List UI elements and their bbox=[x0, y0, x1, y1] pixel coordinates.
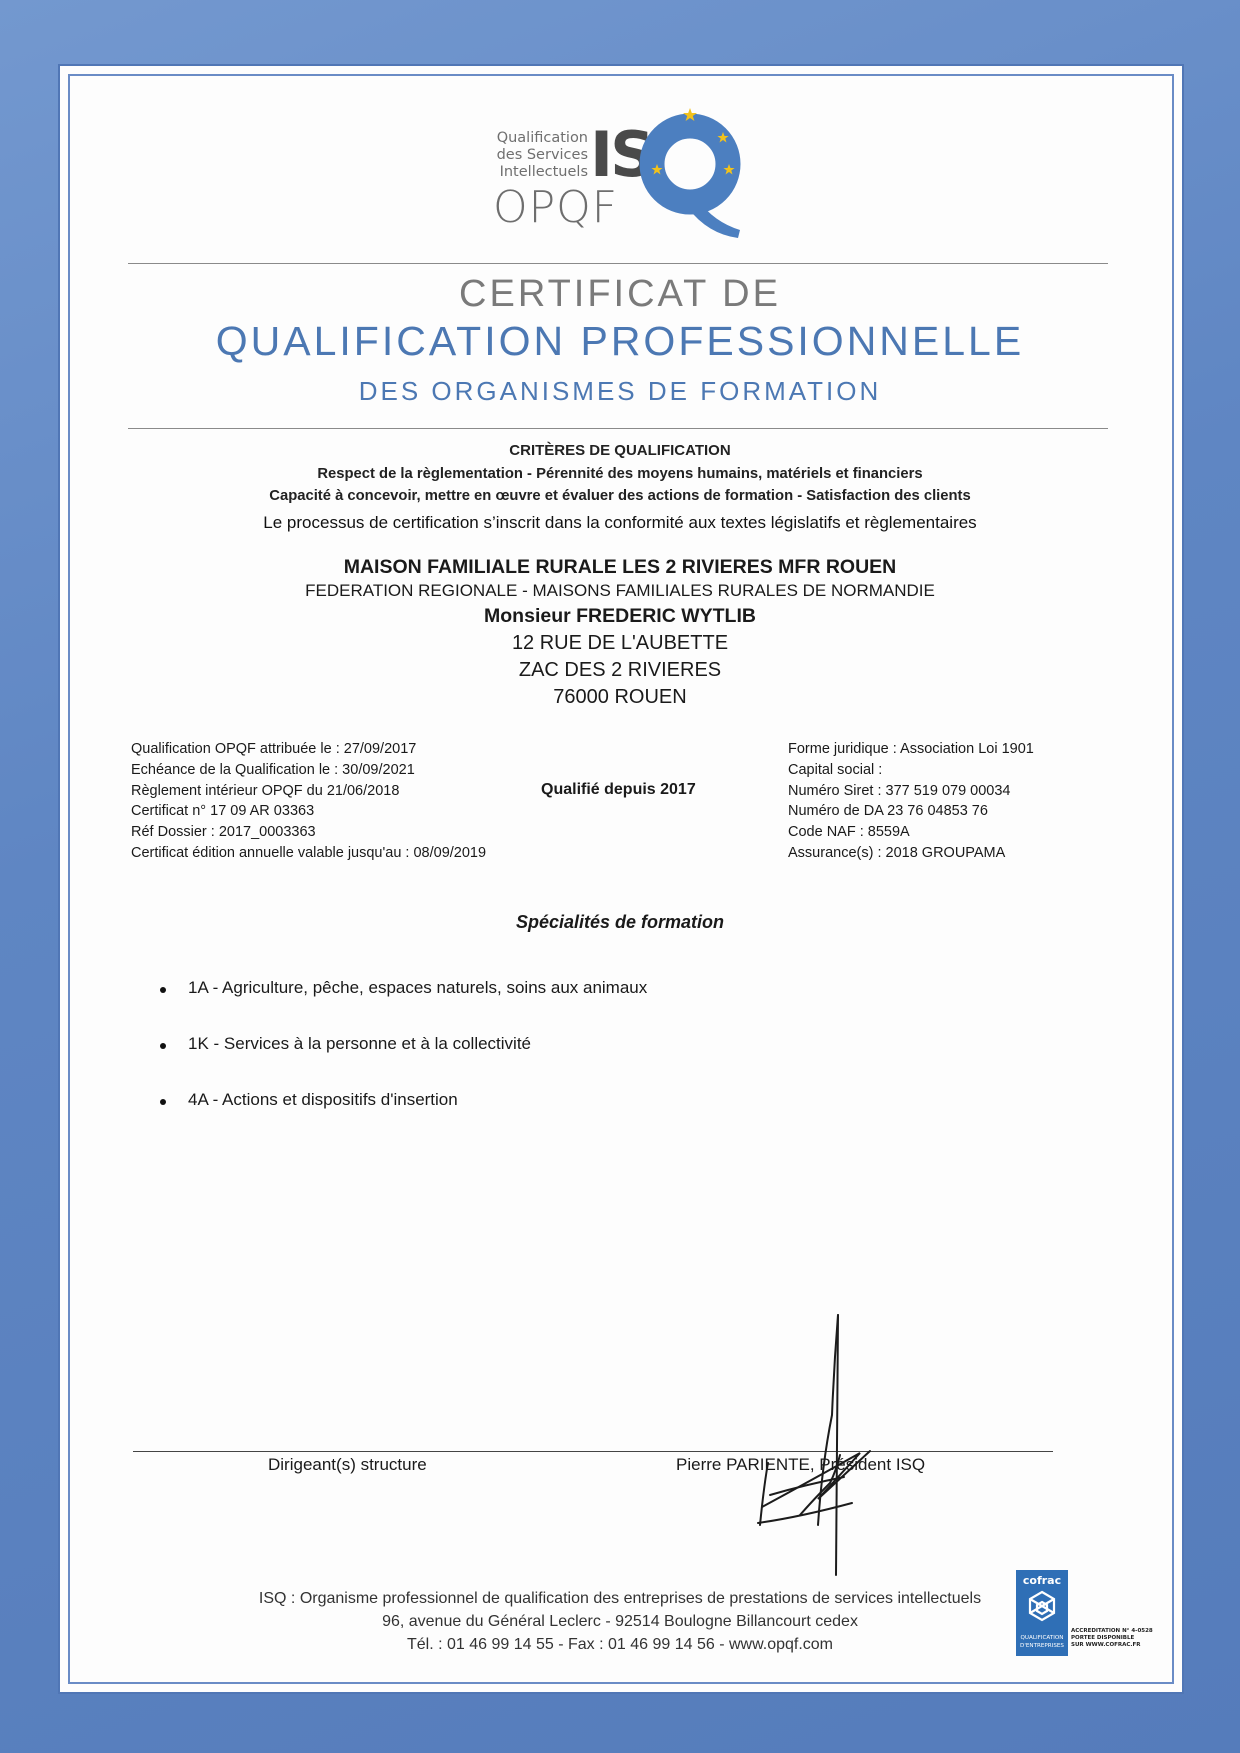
info-right-line: Numéro de DA 23 76 04853 76 bbox=[788, 803, 988, 820]
title-line3: DES ORGANISMES DE FORMATION bbox=[358, 376, 882, 406]
bullet-dot bbox=[160, 987, 166, 993]
speciality-item: 4A - Actions et dispositifs d'insertion bbox=[188, 1090, 458, 1109]
info-left-line: Certificat édition annuelle valable jusqu'au : 08/09/2019 bbox=[131, 844, 487, 861]
bullet-dot bbox=[160, 1099, 166, 1105]
logo-tagline-line1: Qualification bbox=[496, 130, 588, 146]
info-right-line: Capital social : bbox=[788, 761, 883, 778]
footer-line1: ISQ : Organisme professionnel de qualification des entreprises de prestations de services intellectuels bbox=[258, 1590, 982, 1607]
qualified-since: Qualifié depuis 2017 bbox=[541, 781, 696, 798]
info-right-line: Forme juridique : Association Loi 1901 bbox=[788, 741, 1034, 757]
logo-tagline-line2: des Services bbox=[496, 147, 588, 163]
qualification-info-left bbox=[131, 739, 486, 864]
svg-text:cofrac: cofrac bbox=[1022, 1574, 1062, 1587]
speciality-item: 1A - Agriculture, pêche, espaces naturels, soins aux animaux bbox=[188, 978, 648, 997]
info-left-line: Réf Dossier : 2017_0003363 bbox=[131, 824, 316, 841]
svg-text:D'ENTREPRISES: D'ENTREPRISES bbox=[1020, 1643, 1064, 1649]
divider-top bbox=[128, 263, 1108, 264]
logo-tagline-line3: Intellectuels bbox=[499, 164, 588, 180]
cofrac-logo bbox=[1016, 1570, 1068, 1656]
signature-label-left: Dirigeant(s) structure bbox=[268, 1455, 427, 1474]
title-line1: CERTIFICAT DE bbox=[459, 273, 781, 315]
cofrac-accreditation-text bbox=[1071, 1628, 1153, 1649]
info-left-line: Certificat n° 17 09 AR 03363 bbox=[131, 803, 315, 820]
cofrac-side-line1: ACCREDITATION N° 4-0528 bbox=[1071, 1628, 1153, 1634]
address-line3: 76000 ROUEN bbox=[553, 686, 687, 708]
info-left-line: Règlement intérieur OPQF du 21/06/2018 bbox=[131, 782, 400, 799]
criteria-line1: Respect de la règlementation - Pérennité des moyens humains, matériels et financiers bbox=[317, 466, 923, 482]
organisation-contact: Monsieur FREDERIC WYTLIB bbox=[484, 605, 756, 627]
certification-process-text: Le processus de certification s’inscrit dans la conformité aux textes législatifs et règlementaires bbox=[263, 513, 977, 532]
organisation-name: MAISON FAMILIALE RURALE LES 2 RIVIERES MFR ROUEN bbox=[343, 556, 897, 578]
svg-text:QUALIFICATION: QUALIFICATION bbox=[1020, 1635, 1064, 1641]
signature bbox=[740, 1285, 890, 1585]
info-right-line: Code NAF : 8559A bbox=[788, 824, 910, 841]
logo-opqf: OPQF bbox=[493, 182, 619, 233]
info-left-line: Qualification OPQF attribuée le : 27/09/2017 bbox=[131, 741, 417, 757]
organisation-federation: FEDERATION REGIONALE - MAISONS FAMILIALES RURALES DE NORMANDIE bbox=[305, 581, 935, 600]
signature-line bbox=[133, 1451, 1053, 1452]
address-line2: ZAC DES 2 RIVIERES bbox=[518, 659, 722, 681]
criteria-heading: CRITÈRES DE QUALIFICATION bbox=[509, 442, 731, 459]
logo-is: IS bbox=[590, 118, 652, 191]
title-line2: QUALIFICATION PROFESSIONNELLE bbox=[215, 318, 1025, 364]
organisation-info-right bbox=[788, 739, 1034, 864]
bullet-dot bbox=[160, 1043, 166, 1049]
signature-label-right: Pierre PARIENTE, Président ISQ bbox=[676, 1455, 926, 1474]
specialities-heading: Spécialités de formation bbox=[515, 912, 725, 932]
speciality-item: 1K - Services à la personne et à la collectivité bbox=[188, 1034, 532, 1053]
address-line1: 12 RUE DE L'AUBETTE bbox=[511, 632, 729, 654]
footer-contact: Tél. : 01 46 99 14 55 - Fax : 01 46 99 14 56 - www.opqf.com bbox=[406, 1636, 834, 1653]
footer-address: 96, avenue du Général Leclerc - 92514 Boulogne Billancourt cedex bbox=[382, 1613, 858, 1630]
criteria-line2: Capacité à concevoir, mettre en œuvre et évaluer des actions de formation - Satisfaction des clients bbox=[269, 488, 971, 504]
info-right-line: Assurance(s) : 2018 GROUPAMA bbox=[788, 844, 1006, 861]
divider-middle bbox=[128, 428, 1108, 429]
isq-q-with-stars-icon bbox=[636, 104, 748, 240]
cofrac-side-line3: SUR WWW.COFRAC.FR bbox=[1071, 1642, 1141, 1648]
info-left-line: Echéance de la Qualification le : 30/09/2021 bbox=[131, 761, 415, 778]
info-right-line: Numéro Siret : 377 519 079 00034 bbox=[788, 782, 1011, 799]
logo-tagline bbox=[470, 130, 588, 181]
cofrac-side-line2: PORTEE DISPONIBLE bbox=[1071, 1635, 1135, 1641]
